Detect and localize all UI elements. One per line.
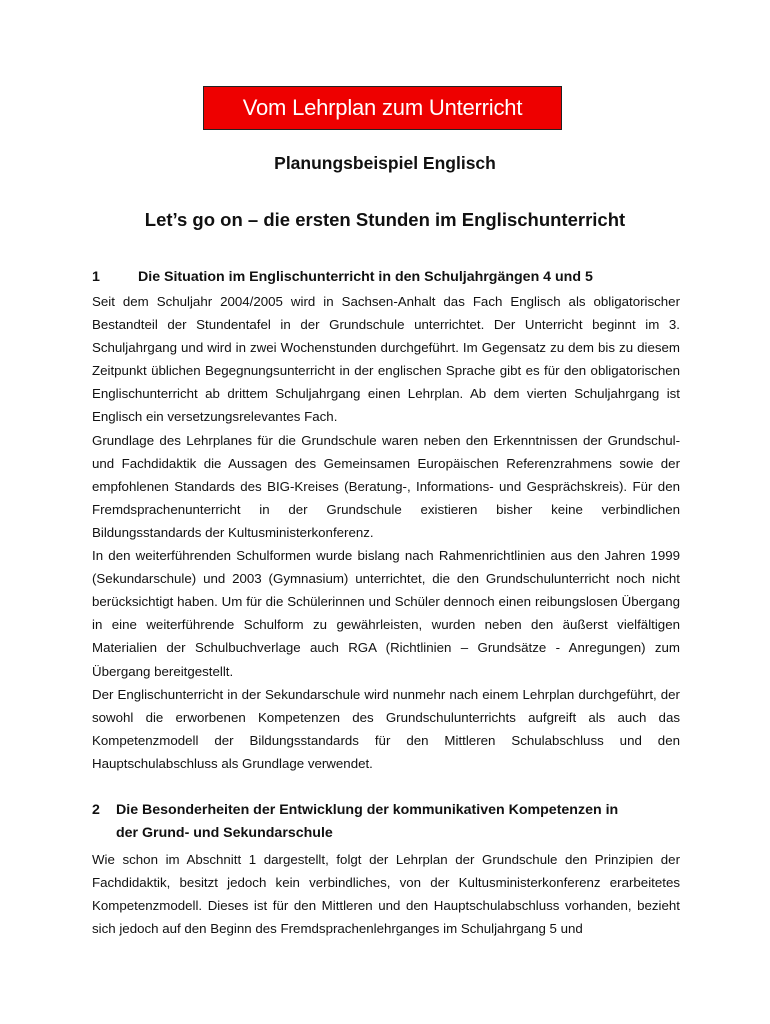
- document-headline: Let’s go on – die ersten Stunden im Englischunterricht: [144, 209, 626, 230]
- document-subtitle: Planungsbeispiel Englisch: [274, 153, 496, 173]
- paragraph: In den weiterführenden Schulformen wurde bislang nach Rahmenrichtlinien aus den Jahren 1999 (Sekundarschule) und 2003 (Gymnasium) unterrichtet, die den Grundschulunterricht noch nicht berücksichtigt haben. Um für die Schülerinnen und Schüler dennoch einen reibungslosen Übergang in eine weiterführende Schulform zu gewährleisten, wurden neben den äußerst vielfältigen Materialien der Schulbuchverlage auch RGA (Richtlinien – Grundsätze - Anregungen) zum Übergang bereitgestellt.: [92, 548, 680, 679]
- paragraph: Grundlage des Lehrplanes für die Grundschule waren neben den Erkenntnissen der Grundschul- und Fachdidaktik die Aussagen des Gemeinsamen Europäischen Referenzrahmens sowie der empfohlenen Standards des BIG-Kreises (Beratung-, Informations- und Gesprächskreis). Für den Fremdsprachenunterricht in der Grundschule existieren bisher keine verbindlichen Bildungsstandards der Kultusministerkonferenz.: [92, 432, 680, 540]
- section-2-title-line-2: der Grund- und Sekundarschule: [116, 825, 333, 841]
- paragraph: Der Englischunterricht in der Sekundarschule wird nunmehr nach einem Lehrplan durchgeführt, der sowohl die erworbenen Kompetenzen des Grundschulunterrichts aufgreift als auch das Kompetenzmodell der Bildungsstandards für den Mittleren Schulabschluss und den Hauptschulabschluss als Grundlage verwendet.: [92, 686, 680, 771]
- section-2-body: [92, 848, 680, 940]
- paragraph: Wie schon im Abschnitt 1 dargestellt, folgt der Lehrplan der Grundschule den Prinzipien der Fachdidaktik, besitzt jedoch kein verbindliches, von der Kultusministerkonferenz erarbeitetes Kompetenzmodell. Dieses ist für den Mittleren und den Hauptschulabschluss vorhanden, bezieht sich jedoch auf den Beginn des Fremdsprachenlehrganges im Schuljahrgang 5 und: [92, 852, 680, 937]
- title-banner: Vom Lehrplan zum Unterricht: [203, 86, 562, 130]
- section-2-title-line-1: Die Besonderheiten der Entwicklung der kommunikativen Kompetenzen in: [116, 802, 619, 818]
- section-2-heading: [92, 799, 682, 845]
- section-1-heading: [92, 266, 593, 289]
- section-2-number: 2: [92, 802, 100, 818]
- paragraph: Seit dem Schuljahr 2004/2005 wird in Sachsen-Anhalt das Fach Englisch als obligatorischer Bestandteil der Stundentafel in der Grundschule unterrichtet. Der Unterricht beginnt im 3. Schuljahrgang und wird in zwei Wochenstunden durchgeführt. Im Gegensatz zu dem bis zu diesem Zeitpunkt üblichen Begegnungsunterricht in der englischen Sprache gibt es für den obligatorischen Englischunterricht ab drittem Schuljahrgang einen Lehrplan. Ab dem vierten Schuljahrgang ist Englisch ein versetzungsrelevantes Fach.: [92, 294, 680, 425]
- section-1-title: Die Situation im Englischunterricht in den Schuljahrgängen 4 und 5: [138, 269, 593, 285]
- section-1-body: [92, 290, 680, 775]
- section-1-number: 1: [92, 269, 100, 285]
